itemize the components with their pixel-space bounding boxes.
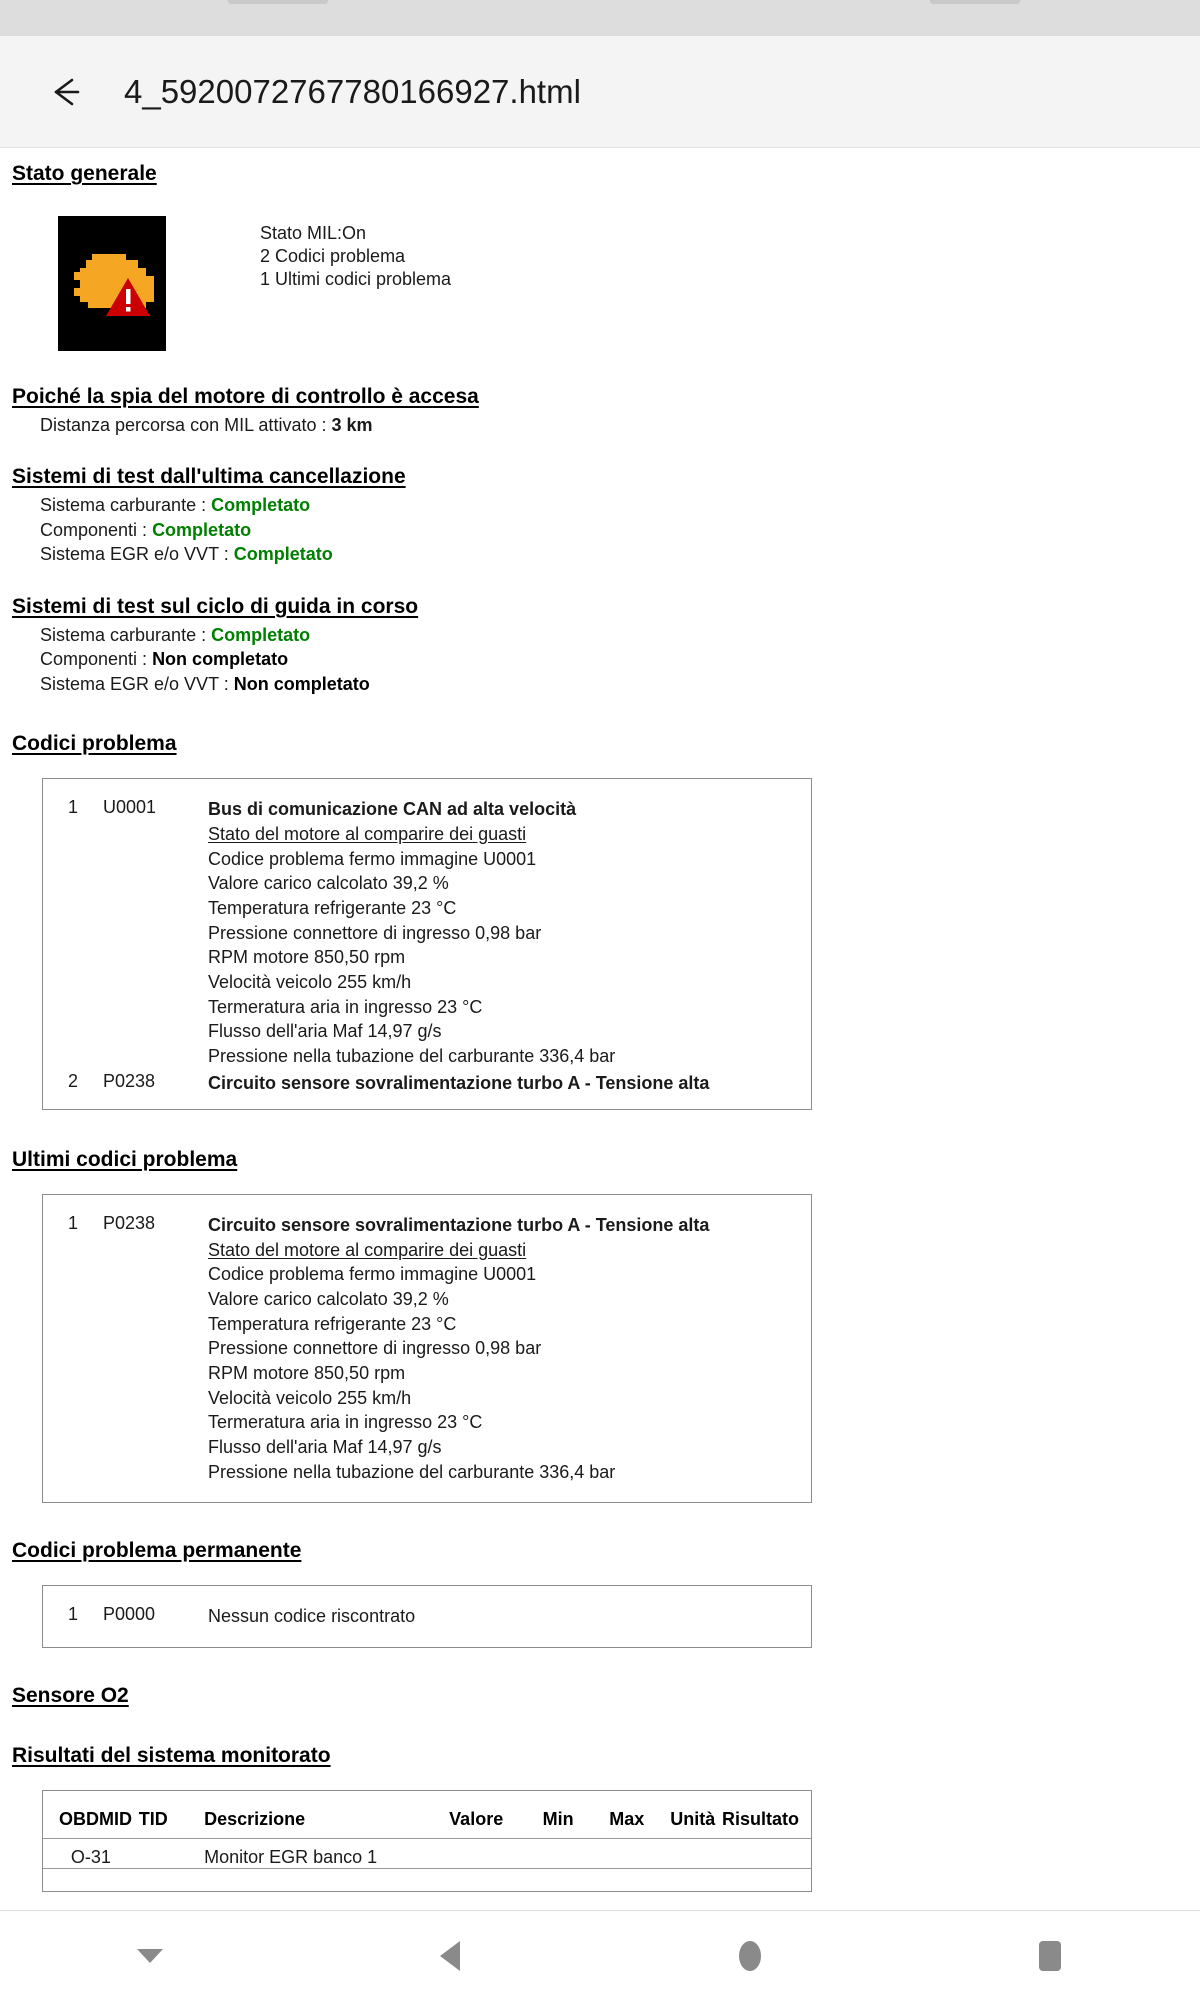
table-row[interactable] xyxy=(43,797,811,1068)
freeze-frame-line: Pressione nella tubazione del carburante 336,4 bar xyxy=(208,1045,616,1066)
freeze-frame-line: Codice problema fermo immagine U0001 xyxy=(208,848,537,869)
back-button[interactable] xyxy=(44,70,88,114)
home-circle-icon xyxy=(739,1941,761,1971)
readiness-last-clear-list xyxy=(12,493,1200,566)
nav-recents-button[interactable] xyxy=(900,1911,1200,2000)
dtc-subtitle: Stato del motore al comparire dei guasti xyxy=(208,823,527,844)
last-dtc-count-line: 1 Ultimi codici problema xyxy=(260,268,452,289)
freeze-frame-line: Termeratura aria in ingresso 23 °C xyxy=(208,1412,483,1433)
section-heading-codici-problema-permanente: Codici problema permanente xyxy=(12,1539,302,1563)
back-triangle-icon xyxy=(440,1941,460,1971)
dtc-title: Circuito sensore sovralimentazione turbo A - Tensione alta xyxy=(208,1072,710,1093)
dtc-description-block xyxy=(208,1071,811,1096)
readiness-row xyxy=(40,672,1200,696)
section-heading-stato-generale: Stato generale xyxy=(12,162,157,185)
cell-tid xyxy=(139,1839,184,1869)
freeze-frame-line: Valore carico calcolato 39,2 % xyxy=(208,873,449,894)
dtc-title: Circuito sensore sovralimentazione turbo A - Tensione alta xyxy=(208,1215,710,1236)
readiness-row xyxy=(40,623,1200,647)
cell-max xyxy=(574,1839,645,1869)
cell-obdmid: O-31 xyxy=(43,1839,139,1869)
section-heading-codici-problema: Codici problema xyxy=(12,732,177,756)
dtc-title: Bus di comunicazione CAN ad alta velocità xyxy=(208,799,577,820)
dtc-code: P0000 xyxy=(103,1604,156,1625)
cell-valore xyxy=(418,1839,503,1869)
mil-state-line: Stato MIL:On xyxy=(260,223,367,243)
freeze-frame-line: Pressione nella tubazione del carburante 336,4 bar xyxy=(208,1461,616,1482)
column-header-risultato: Risultato xyxy=(715,1809,811,1839)
table-header-row xyxy=(43,1809,811,1839)
nav-collapse-button[interactable] xyxy=(0,1911,300,2000)
dtc-count-line: 2 Codici problema xyxy=(260,245,406,266)
freeze-frame-line: Pressione connettore di ingresso 0,98 bar xyxy=(208,922,542,943)
freeze-frame-line: Velocità veicolo 255 km/h xyxy=(208,971,412,992)
column-header-obdmid: OBDMID xyxy=(43,1809,139,1839)
readiness-row xyxy=(40,518,1200,542)
freeze-frame-line: Termeratura aria in ingresso 23 °C xyxy=(208,996,483,1017)
dtc-code: P0238 xyxy=(103,1213,156,1234)
distanza-mil-label: Distanza percorsa con MIL attivato : xyxy=(40,415,332,435)
freeze-frame-line: RPM motore 850,50 rpm xyxy=(208,1363,406,1384)
freeze-frame-line: Codice problema fermo immagine U0001 xyxy=(208,1264,537,1285)
check-engine-warning-icon xyxy=(58,216,166,351)
readiness-value: Completato xyxy=(211,495,311,516)
dtc-index: 1 xyxy=(67,1213,78,1234)
readiness-current-cycle-list xyxy=(12,623,1200,696)
table-row[interactable] xyxy=(43,1071,811,1096)
table-row[interactable] xyxy=(43,1839,811,1869)
recents-square-icon xyxy=(1039,1941,1061,1971)
app-bar xyxy=(0,36,1200,148)
section-heading-sistemi-ultima-cancellazione: Sistemi di test dall'ultima cancellazione xyxy=(12,465,406,489)
readiness-label: Sistema carburante : xyxy=(40,624,212,645)
freeze-frame-line: Temperatura refrigerante 23 °C xyxy=(208,1313,457,1334)
table-row[interactable] xyxy=(43,1213,811,1484)
dtc-table xyxy=(42,778,812,1110)
column-header-min: Min xyxy=(503,1809,573,1839)
status-bar-notch-right xyxy=(930,0,1020,4)
readiness-value: Non completato xyxy=(152,649,289,670)
dtc-code: U0001 xyxy=(103,797,157,818)
freeze-frame-line: RPM motore 850,50 rpm xyxy=(208,947,406,968)
readiness-label: Componenti : xyxy=(40,519,153,540)
readiness-label: Sistema EGR e/o VVT : xyxy=(40,544,234,565)
freeze-frame-line: Temperatura refrigerante 23 °C xyxy=(208,897,457,918)
mil-status-block xyxy=(0,216,1200,351)
column-header-descrizione: Descrizione xyxy=(184,1809,418,1839)
section-heading-ultimi-codici-problema: Ultimi codici problema xyxy=(12,1148,238,1172)
readiness-row xyxy=(40,647,1200,671)
section-heading-sensore-o2: Sensore O2 xyxy=(12,1684,129,1708)
status-bar-notch-left xyxy=(228,0,328,4)
freeze-frame-line: Flusso dell'aria Maf 14,97 g/s xyxy=(208,1021,442,1042)
cell-risultato xyxy=(715,1839,811,1869)
cell-descrizione: Monitor EGR banco 1 xyxy=(184,1839,418,1869)
page-title: 4_5920072767780166927.html xyxy=(124,72,581,110)
readiness-value: Completato xyxy=(211,624,311,645)
dtc-index: 2 xyxy=(67,1070,78,1091)
cell-unita xyxy=(644,1839,715,1869)
readiness-value: Non completato xyxy=(233,673,370,694)
arrow-left-icon xyxy=(46,72,86,112)
freeze-frame-line: Velocità veicolo 255 km/h xyxy=(208,1387,412,1408)
monitored-system-table xyxy=(42,1790,812,1892)
column-header-unita: Unità xyxy=(644,1809,715,1839)
readiness-value: Completato xyxy=(152,519,252,540)
last-dtc-table xyxy=(42,1194,812,1503)
mil-status-text xyxy=(260,216,451,291)
dtc-code: P0238 xyxy=(103,1070,156,1091)
dtc-index: 1 xyxy=(67,797,78,818)
readiness-row xyxy=(40,542,1200,566)
section-heading-risultati-sistema-monitorato: Risultati del sistema monitorato xyxy=(12,1744,331,1768)
dtc-index: 1 xyxy=(67,1604,78,1625)
freeze-frame-line: Pressione connettore di ingresso 0,98 bar xyxy=(208,1338,542,1359)
section-heading-sistemi-ciclo-guida: Sistemi di test sul ciclo di guida in corso xyxy=(12,594,419,618)
readiness-value: Completato xyxy=(233,544,333,565)
table-row[interactable] xyxy=(43,1604,811,1629)
column-header-tid: TID xyxy=(139,1809,184,1839)
column-header-valore: Valore xyxy=(418,1809,503,1839)
cell-min xyxy=(503,1839,573,1869)
document-body xyxy=(0,148,1200,1950)
readiness-label: Componenti : xyxy=(40,649,153,670)
readiness-label: Sistema carburante : xyxy=(40,495,212,516)
distanza-mil-row xyxy=(12,413,1200,437)
dtc-subtitle: Stato del motore al comparire dei guasti xyxy=(208,1239,527,1260)
freeze-frame-line: Flusso dell'aria Maf 14,97 g/s xyxy=(208,1437,442,1458)
dtc-description-block xyxy=(208,797,811,1068)
permanent-dtc-table xyxy=(42,1585,812,1648)
section-heading-poiche: Poiché la spia del motore di controllo è accesa xyxy=(12,385,479,408)
readiness-row xyxy=(40,493,1200,517)
dtc-description-block xyxy=(208,1213,811,1484)
distanza-mil-value: 3 km xyxy=(331,415,373,435)
column-header-max: Max xyxy=(574,1809,645,1839)
nav-back-button[interactable] xyxy=(300,1911,600,2000)
system-navigation-bar xyxy=(0,1910,1200,2000)
nav-home-button[interactable] xyxy=(600,1911,900,2000)
freeze-frame-line: Valore carico calcolato 39,2 % xyxy=(208,1289,449,1310)
dtc-title: Nessun codice riscontrato xyxy=(208,1606,416,1627)
status-bar xyxy=(0,0,1200,36)
chevron-down-icon xyxy=(137,1949,163,1963)
readiness-label: Sistema EGR e/o VVT : xyxy=(40,673,234,694)
